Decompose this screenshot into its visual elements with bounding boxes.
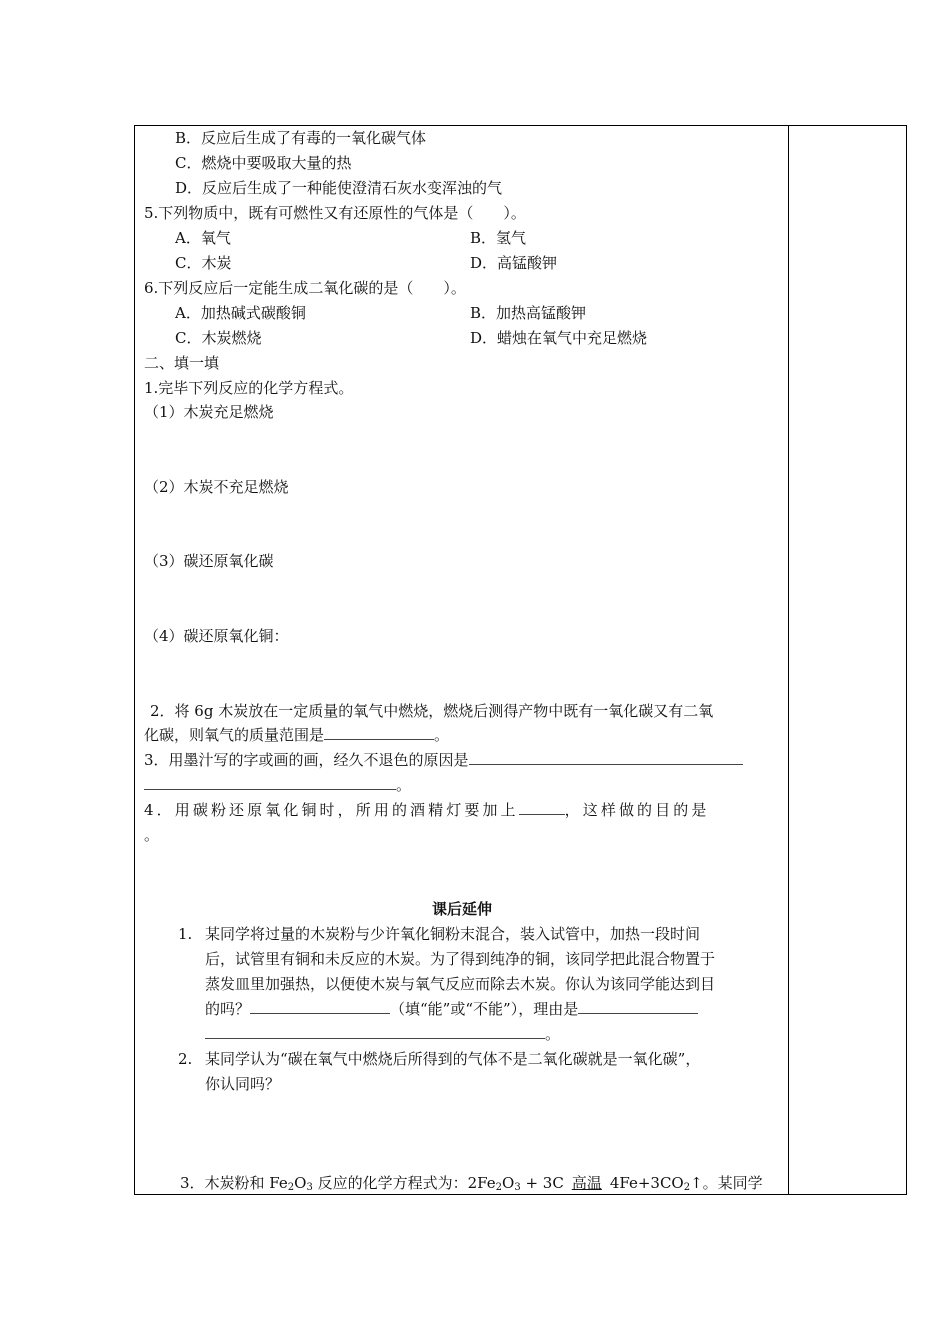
reason-blank-2[interactable] [205,1024,545,1039]
section2-sub1: （1）木炭充足燃烧 [144,403,274,421]
ext-item1-line3: 蒸发皿里加强热，以便使木炭与氧气反应而除去木炭。你认为该同学能达到目 [205,975,716,993]
q6-stem: 6.下列反应后一定能生成二氧化碳的是（ ）。 [144,279,466,297]
section2-q2-line1: 2．将 6g 木炭放在一定质量的氧气中燃烧，燃烧后测得产物中既有一氧化碳又有二氧 [150,702,714,720]
notes-column [789,125,907,1195]
extension-title: 课后延伸 [432,900,493,918]
ext-item2-line1: 某同学认为“碳在氧气中燃烧后所得到的气体不是二氧化碳就是一氧化碳”， [205,1050,701,1068]
section2-sub2: （2）木炭不充足燃烧 [144,478,289,496]
lamp-attachment-blank[interactable] [519,800,565,815]
ink-reason-blank-1[interactable] [469,750,743,765]
ext-item2-number: 2. [178,1050,193,1068]
ext-item1-line4: 的吗？ （填“能”或“不能”），理由是 [205,999,698,1019]
ext-item1-line5: 。 [205,1024,560,1044]
q6-option-d: D．蜡烛在氧气中充足燃烧 [470,329,648,347]
q5-option-a: A．氧气 [175,229,231,247]
q4-option-b: B．反应后生成了有毒的一氧化碳气体 [175,129,427,147]
ext-item1-line1: 某同学将过量的木炭粉与少许氧化铜粉末混合，装入试管中，加热一段时间 [205,925,701,943]
section2-q4-end: 。 [144,826,160,844]
ext-item3-line1: 3．木炭粉和 $Fe_2O_3$ 反应的化学方程式为：$2Fe_2O_3 + 3C$ 高温 $4Fe+3CO_2↑$。某同学 [180,1174,763,1193]
section2-sub3: （3）碳还原氧化碳 [144,552,274,570]
section2-heading: 二、填一填 [144,354,220,372]
ext-item2-line2: 你认同吗？ [205,1075,281,1093]
q5-option-d: D．高锰酸钾 [470,254,558,272]
q6-option-b: B．加热高锰酸钾 [470,304,587,322]
q6-option-c: C．木炭燃烧 [175,329,262,347]
q6-option-a: A．加热碱式碳酸铜 [175,304,306,322]
can-achieve-blank[interactable] [250,999,390,1014]
q5-option-c: C．木炭 [175,254,232,272]
section2-q3-line1: 3．用墨汁写的字或画的画，经久不退色的原因是 [144,750,743,770]
section2-q1: 1.完毕下列反应的化学方程式。 [144,379,354,397]
ext-item1-line2: 后，试管里有铜和未反应的木炭。为了得到纯净的铜，该同学把此混合物置于 [205,950,716,968]
reaction-condition: 高温 [571,1174,602,1192]
q4-option-d: D．反应后生成了一种能使澄清石灰水变浑浊的气 [175,179,503,197]
q4-option-c: C．燃烧中要吸取大量的热 [175,154,352,172]
reason-blank-1[interactable] [578,999,698,1014]
section2-q4-line1: 4．用碳粉还原氧化铜时，所用的酒精灯要加上 ，这样做的目的是 [144,801,710,819]
section2-q2-line2: 化碳，则氧气的质量范围是 。 [144,726,450,744]
section2-sub4: （4）碳还原氧化铜： [144,627,289,645]
oxygen-mass-blank[interactable] [324,725,434,740]
section2-q3-line2: 。 [144,775,411,795]
q5-option-b: B．氢气 [470,229,527,247]
ext-item1-number: 1. [178,925,193,943]
ink-reason-blank-2[interactable] [144,775,396,790]
q5-stem: 5.下列物质中，既有可燃性又有还原性的气体是（ ）。 [144,204,526,222]
